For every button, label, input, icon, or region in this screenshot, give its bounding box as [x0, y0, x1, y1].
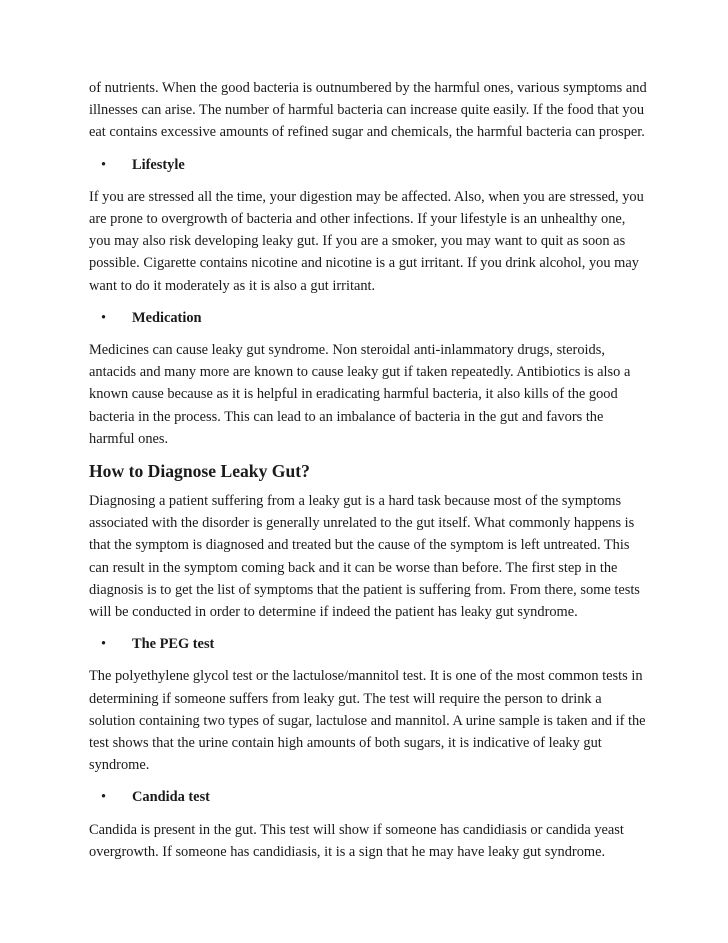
bullet-lifestyle-label: Lifestyle	[132, 156, 185, 173]
paragraph-medication: Medicines can cause leaky gut syndrome. Non steroidal anti-inlammatory drugs, steroids, antacids and many more are known to cause leaky gut if taken repeatedly. Antibiotics is also a known cause because as it is helpful in eradicating harmful bacteria, it also kills of the good bacteria in the process. This can lead to an imbalance of bacteria in the gut and favors the harmful ones.	[89, 342, 631, 447]
paragraph-lifestyle: If you are stressed all the time, your digestion may be affected. Also, when you are stressed, you are prone to overgrowth of bacteria and other infections. If your lifestyle is an unhealthy one, you may also risk developing leaky gut. If you are a smoker, you may want to quit as soon as possible. Cigarette contains nicotine and nicotine is a gut irritant. If you drink alcohol, you may want to do it moderately as it is also a gut irritant.	[89, 188, 644, 294]
bullet-lifestyle	[89, 154, 649, 176]
bullet-medication-label: Medication	[132, 309, 202, 326]
bullet-medication	[89, 307, 649, 329]
paragraph-peg-test: The polyethylene glycol test or the lactulose/mannitol test. It is one of the most common tests in determining if someone suffers from leaky gut. The test will require the person to drink a solution containing two types of sugar, lactulose and mannitol. A urine sample is taken and if the test shows that the urine contain high amounts of both sugars, it is indicative of leaky gut syndrome.	[89, 668, 646, 774]
bullet-candida-test-label: Candida test	[132, 789, 210, 806]
document-page	[89, 77, 649, 863]
paragraph-intro: of nutrients. When the good bacteria is outnumbered by the harmful ones, various symptoms and illnesses can arise. The number of harmful bacteria can increase quite easily. If the food that you eat contains excessive amounts of refined sugar and chemicals, the harmful bacteria can prosper.	[89, 80, 647, 141]
bullet-icon: •	[101, 636, 107, 653]
bullet-icon: •	[101, 309, 107, 326]
bullet-peg-test-label: The PEG test	[132, 636, 215, 653]
paragraph-candida-test: Candida is present in the gut. This test will show if someone has candidiasis or candida yeast overgrowth. If someone has candidiasis, it is a sign that he may have leaky gut syndrome.	[89, 821, 624, 860]
bullet-icon: •	[101, 156, 107, 173]
paragraph-diagnose: Diagnosing a patient suffering from a leaky gut is a hard task because most of the symptoms associated with the disorder is generally unrelated to the gut itself. What commonly happens is that the symptom is diagnosed and treated but the cause of the symptom is left untreated. This can result in the symptom coming back and it can be worse than before. The first step in the diagnosis is to get the list of symptoms that the patient is suffering from. From there, some tests will be conducted in order to determine if indeed the patient has leaky gut syndrome.	[89, 493, 640, 621]
heading-diagnose: How to Diagnose Leaky Gut?	[89, 461, 310, 482]
bullet-candida-test	[89, 786, 649, 808]
bullet-peg-test	[89, 633, 649, 655]
bullet-icon: •	[101, 789, 107, 806]
